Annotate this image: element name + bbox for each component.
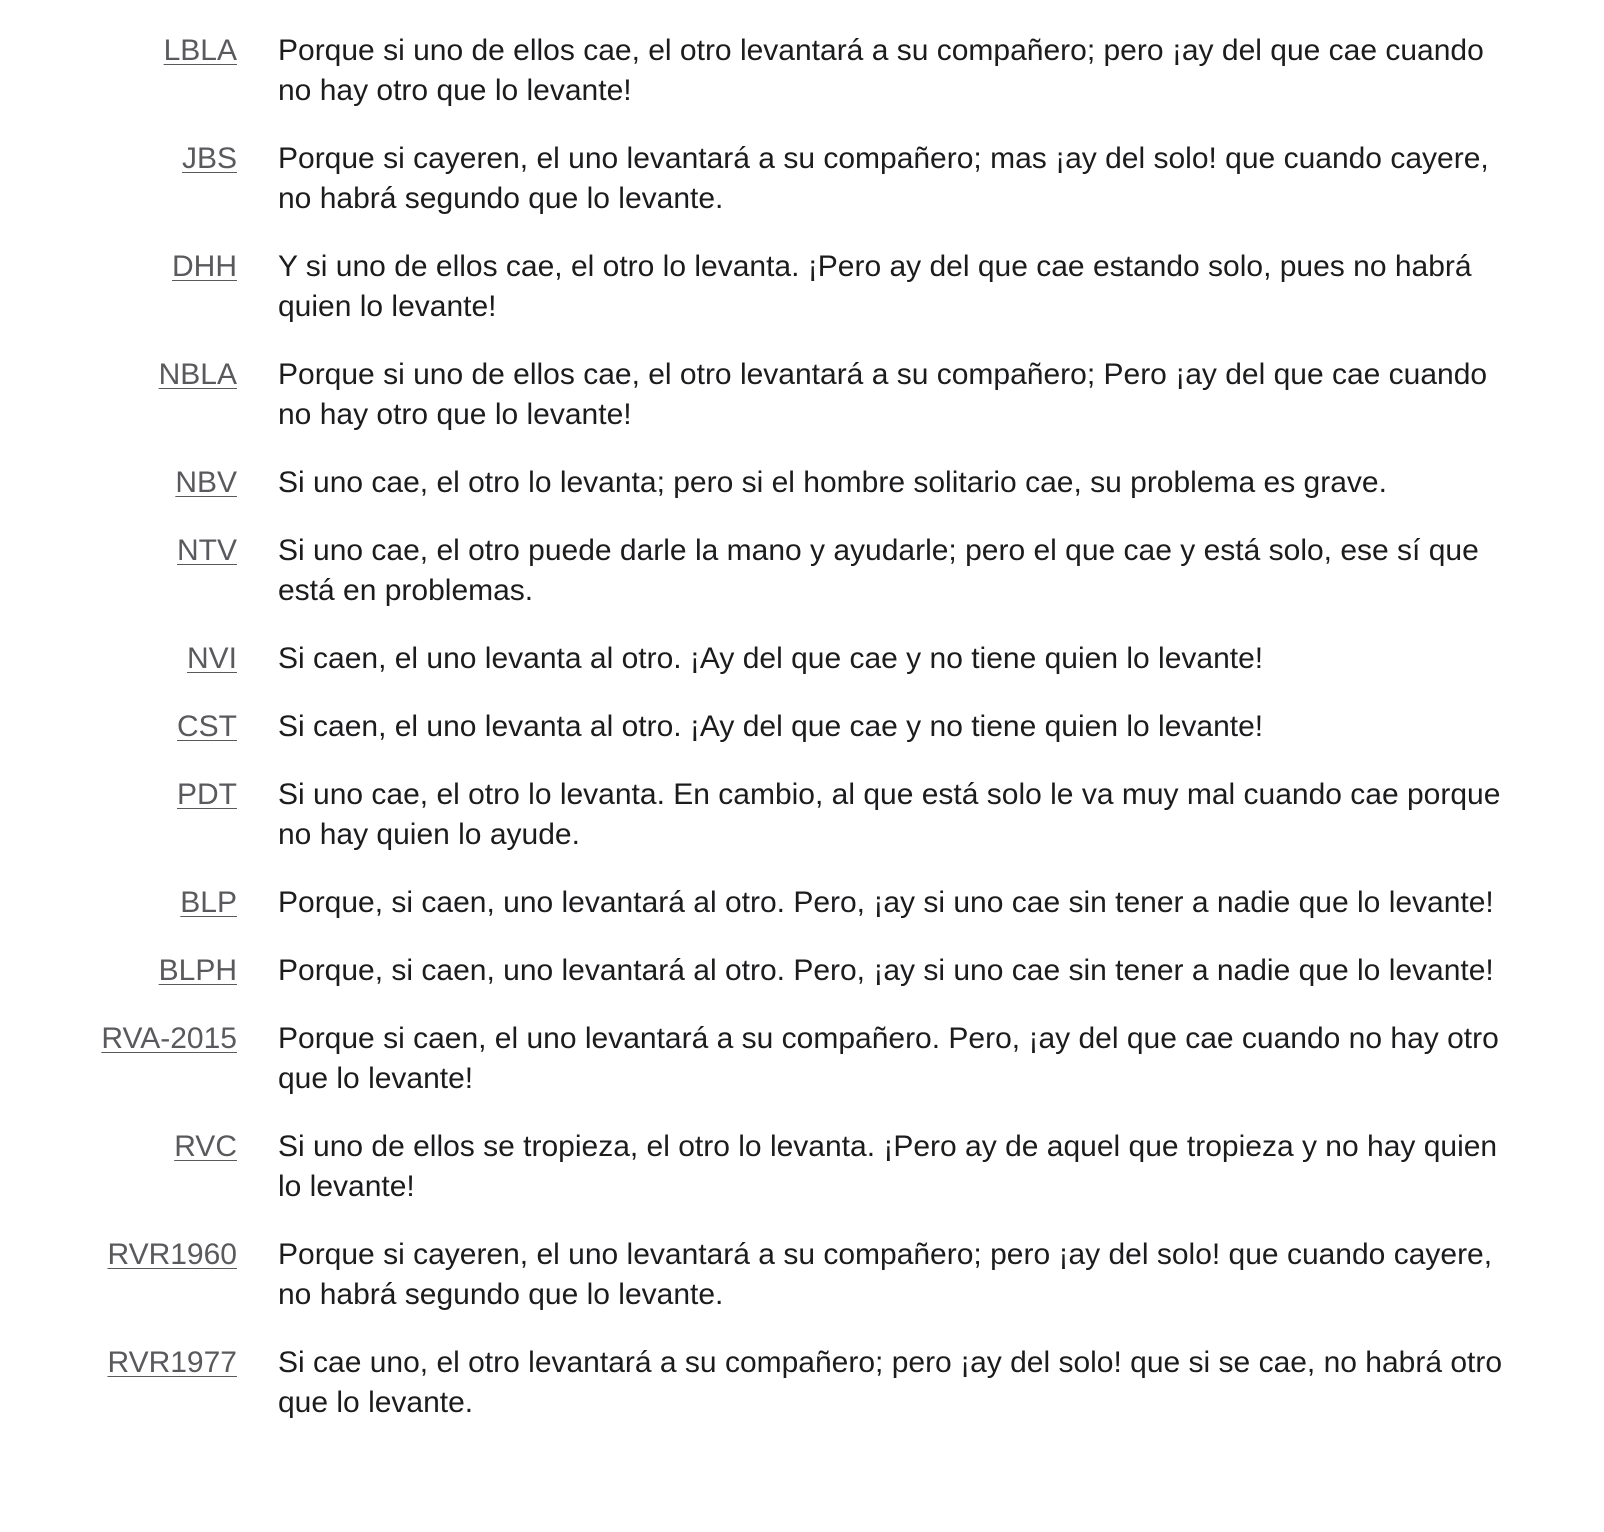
verse-row bbox=[0, 1127, 1604, 1207]
verse-row bbox=[0, 1019, 1604, 1099]
version-link-rvr1977[interactable]: RVR1977 bbox=[107, 1346, 237, 1379]
verse-row bbox=[0, 951, 1604, 991]
verse-text: Si caen, el uno levanta al otro. ¡Ay del que cae y no tiene quien lo levante! bbox=[278, 642, 1264, 675]
verse-text: Si uno cae, el otro lo levanta. En cambio, al que está solo le va muy mal cuando cae porque no hay quien lo ayude. bbox=[278, 778, 1501, 851]
version-link-blph[interactable]: BLPH bbox=[158, 954, 237, 987]
verse-row bbox=[0, 355, 1604, 435]
version-link-nvi[interactable]: NVI bbox=[186, 642, 237, 675]
verse-row bbox=[0, 463, 1604, 503]
verse-text: Si caen, el uno levanta al otro. ¡Ay del que cae y no tiene quien lo levante! bbox=[278, 710, 1264, 743]
verse-text: Porque si cayeren, el uno levantará a su compañero; mas ¡ay del solo! que cuando cayere, no habrá segundo que lo levante. bbox=[278, 142, 1489, 215]
verse-row bbox=[0, 31, 1604, 111]
version-link-nbv[interactable]: NBV bbox=[175, 466, 237, 499]
verse-text: Porque si caen, el uno levantará a su compañero. Pero, ¡ay del que cae cuando no hay otro que lo levante! bbox=[278, 1022, 1499, 1095]
verse-text: Porque si uno de ellos cae, el otro levantará a su compañero; pero ¡ay del que cae cuando no hay otro que lo levante! bbox=[278, 34, 1484, 107]
verse-text: Si uno de ellos se tropieza, el otro lo levanta. ¡Pero ay de aquel que tropieza y no hay quien lo levante! bbox=[278, 1130, 1498, 1203]
verse-row bbox=[0, 883, 1604, 923]
verse-row bbox=[0, 139, 1604, 219]
verse-row bbox=[0, 639, 1604, 679]
verse-row bbox=[0, 531, 1604, 611]
verse-text: Porque, si caen, uno levantará al otro. Pero, ¡ay si uno cae sin tener a nadie que lo levante! bbox=[278, 886, 1494, 919]
verse-text: Si uno cae, el otro lo levanta; pero si el hombre solitario cae, su problema es grave. bbox=[278, 466, 1387, 499]
verse-row bbox=[0, 1235, 1604, 1315]
version-link-blp[interactable]: BLP bbox=[180, 886, 237, 919]
verse-text: Porque si uno de ellos cae, el otro levantará a su compañero; Pero ¡ay del que cae cuando no hay otro que lo levante! bbox=[278, 358, 1488, 431]
verse-row bbox=[0, 707, 1604, 747]
version-link-dhh[interactable]: DHH bbox=[172, 250, 237, 283]
version-link-pdt[interactable]: PDT bbox=[177, 778, 237, 811]
version-link-rvc[interactable]: RVC bbox=[174, 1130, 237, 1163]
version-link-jbs[interactable]: JBS bbox=[181, 142, 237, 175]
version-link-nbla[interactable]: NBLA bbox=[158, 358, 237, 391]
verse-text: Porque si cayeren, el uno levantará a su compañero; pero ¡ay del solo! que cuando cayere, no habrá segundo que lo levante. bbox=[278, 1238, 1493, 1311]
verse-row bbox=[0, 247, 1604, 327]
verse-text: Porque, si caen, uno levantará al otro. Pero, ¡ay si uno cae sin tener a nadie que lo levante! bbox=[278, 954, 1494, 987]
verse-text: Si cae uno, el otro levantará a su compañero; pero ¡ay del solo! que si se cae, no habrá otro que lo levante. bbox=[278, 1346, 1503, 1419]
version-link-rva-2015[interactable]: RVA-2015 bbox=[101, 1022, 237, 1055]
version-link-rvr1960[interactable]: RVR1960 bbox=[107, 1238, 237, 1271]
verse-row bbox=[0, 775, 1604, 855]
version-link-ntv[interactable]: NTV bbox=[177, 534, 237, 567]
version-link-lbla[interactable]: LBLA bbox=[163, 34, 237, 67]
verse-text: Y si uno de ellos cae, el otro lo levanta. ¡Pero ay del que cae estando solo, pues no habrá quien lo levante! bbox=[278, 250, 1472, 323]
version-link-cst[interactable]: CST bbox=[177, 710, 237, 743]
verse-row bbox=[0, 1343, 1604, 1423]
verse-text: Si uno cae, el otro puede darle la mano y ayudarle; pero el que cae y está solo, ese sí que está en problemas. bbox=[278, 534, 1479, 607]
